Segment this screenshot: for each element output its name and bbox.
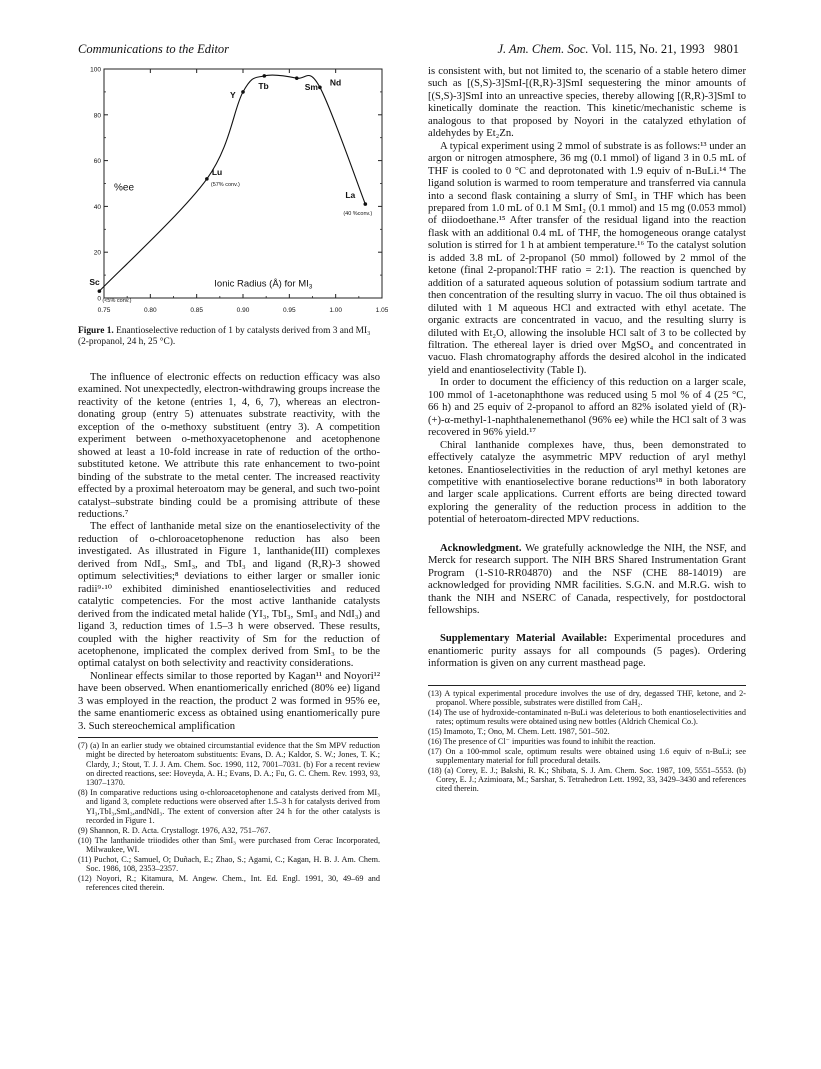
caption-text: Enantioselective reduction of 1 by catalysts derived from 3 and MI₃ (2-propanol, 24 h, 25 °C).: [78, 326, 371, 347]
journal-name: J. Am. Chem. Soc.: [497, 42, 589, 56]
right-column-body: [428, 66, 746, 794]
y-tick-label: 20: [93, 249, 101, 257]
supplementary-material: [428, 633, 746, 670]
y-tick-label: 60: [93, 158, 101, 166]
volume-info: Vol. 115, No. 21, 1993: [591, 42, 705, 56]
paragraph-nonlinear: Nonlinear effects similar to those reported by Kagan¹¹ and Noyori¹² have been observed. When enantiomerically enriched (80% ee) ligand 3 was employed in the reaction, the product 2 was formed in 95% ee, the same enantiomeric excess as obtained using enantiomerically pure 3. Such stereochemical amplification: [78, 670, 380, 732]
running-header-section: Communications to the Editor: [78, 42, 230, 56]
data-point-sc: [98, 289, 102, 293]
figure-caption: [78, 326, 380, 348]
point-label-nd: Nd: [329, 77, 342, 88]
running-header-citation: [497, 42, 739, 57]
x-axis-label-subscript: 3: [308, 283, 313, 291]
point-label-lu: Lu: [211, 166, 223, 177]
point-label-sc: Sc: [89, 277, 100, 288]
x-tick-label: 0.95: [283, 307, 296, 314]
y-tick-label: 0: [97, 295, 101, 303]
point-label-tb: Tb: [258, 80, 269, 91]
footnote-16: (16) The presence of Cl⁻ impurities was found to inhibit the reaction.: [428, 736, 656, 746]
footnote-14: (14) The use of hydroxide-contaminated n-BuLi was deleterious to both enantioselectivities and rates; optimum results were obtained using new bottles (Aldrich Chemical Co.).: [428, 707, 746, 727]
x-tick-label: 0.80: [144, 307, 157, 314]
right-footnotes: [428, 689, 746, 794]
point-label-sm: Sm: [304, 82, 318, 93]
footnote-18: (18) (a) Corey, E. J.; Bakshi, R. K.; Shibata, S. J. Am. Chem. Soc. 1987, 109, 5551–5553. (b) Corey, E. J.; Azimioara, M.; Sarshar, S. Tetrahedron Lett. 1992, 33, 3429–3430 and references cited therein.: [428, 765, 746, 794]
plot-frame: [104, 69, 382, 298]
x-axis-label: Ionic Radius (Å) for $MI_3$: [214, 278, 313, 291]
left-column-body: [78, 372, 380, 893]
footnote-rule: [78, 737, 378, 738]
data-point-y: [241, 90, 245, 94]
footnote-10: (10) The lanthanide triiodides other than SmI₃ were purchased from Cerac Incorporated, Milwaukee, WI.: [78, 835, 380, 854]
data-point-tb: [263, 74, 267, 78]
left-footnotes: [78, 741, 380, 892]
supplementary-text: Experimental procedures and enantiomeric purity assays for all compounds (5 pages). Ordering information is given on any current masthead page.: [428, 633, 746, 670]
footnote-7: (7) (a) In an earlier study we obtained circumstantial evidence that the Sm MPV reduction might be directed by heteroatom substituents: Evans, D. A.; Kaldor, S. W.; Jones, T. K.; Clardy, J.; Stout, T. J. J. Am. Chem. Soc. 1990, 112, 7001–7031. (b) For a recent review on directed reactions, see: Hoveyda, A. H.; Evans, D. A.; Fu, G. C. Chem. Rev. 1993, 93, 1307–1370.: [78, 741, 380, 788]
footnote-rule-right: [428, 685, 746, 686]
x-tick-label: 0.85: [190, 307, 203, 314]
paragraph-larger-scale: In order to document the efficiency of this reduction on a larger scale, 100 mmol of 1-acetonaphthone was reduced using 5 mol % of 4 (25 °C, 66 h) and 25 equiv of 2-propanol to afford an 82% isolated yield of (R)-(+)-α-methyl-1-naphthalenemethanol (96% ee) while the HCl salt of 3 was recovered in 96% yield.¹⁷: [428, 377, 746, 439]
point-label-la: La: [345, 190, 356, 201]
point-note-la: (40 %conv.): [343, 211, 373, 218]
x-tick-label: 1.00: [329, 307, 342, 314]
footnote-9: (9) Shannon, R. D. Acta. Crystallogr. 1976, A32, 751–767.: [78, 825, 271, 835]
point-label-y: Y: [230, 89, 236, 100]
x-tick-label: 0.75: [97, 307, 111, 314]
y-tick-label: 100: [90, 66, 101, 74]
footnote-11: (11) Puchot, C.; Samuel, O; Duñach, E.; Zhao, S.; Agami, C.; Kagan, H. B. J. Am. Chem. Soc. 1986, 108, 2353–2357.: [78, 854, 380, 873]
data-point-nd: [318, 86, 322, 90]
paragraph-conclusion: Chiral lanthanide complexes have, thus, been demonstrated to effectively catalyze the asymmetric MPV reduction of aryl methyl ketones. Enantioselectivities in the reduction of aryl methyl ketones are competitive with enantioselective borane reductions¹⁸ in both laboratory and larger scale applications. Current efforts are being directed toward exploring the generality of the reduction process in addition to the potential of heteroatom-directed MPV reductions.: [428, 439, 746, 526]
data-point-la: [364, 202, 368, 206]
data-point-sm: [295, 76, 299, 80]
point-note-lu: (57% conv.): [210, 181, 240, 188]
point-note-sc: (<5% conv.): [102, 298, 132, 305]
acknowledgment-text: We gratefully acknowledge the NIH, the NSF, and Merck for research support. The NIH BRS Shared Instrumentation Grant Program (1-S10-RR04870) and the NSF (CHE 88-14019) are acknowledged for providing NMR facilities. S.G.N. and M.R.G. wish to thank the NIH and NSERC of Canada, respectively, for postdoctoral fellowships.: [428, 542, 746, 617]
supplementary-heading: Supplementary Material Available:: [440, 633, 608, 645]
x-tick-label: 1.05: [375, 307, 388, 314]
paragraph-electronic-effects: The influence of electronic effects on reduction efficacy was also examined. Not unexpectedly, electron-withdrawing groups increase the reactivity of the ketone (entries 1, 4, 6, 7), whereas an electron-donating group (entry 5) attenuates substrate reactivity, with the exception of the o-methoxy substituent (entry 3). A competition experiment between o-methoxyacetophenone and acetophenone showed at least a 10-fold increase in rate of reduction of the ortho-substituted ketone. We attribute this rate enhancement to two-point binding of the substrate to the metal center. The increased reactivity effected by a proximal heteroatom may be general, and such two-point catalyst–substrate binding could be a promising attribute of these reductions.⁷: [78, 372, 380, 520]
footnote-13: (13) A typical experimental procedure involves the use of dry, degassed THF, ketone, and 2-propanol. Where possible, substrates were distilled from CaH₂.: [428, 688, 746, 708]
footnote-17: (17) On a 100-mmol scale, optimum results were obtained using 1.6 equiv of n-BuLi; see supplementary material for full procedural details.: [428, 746, 746, 765]
y-tick-label: 40: [93, 203, 101, 211]
data-point-lu: [205, 177, 209, 181]
paragraph-metal-size: The effect of lanthanide metal size on the enantioselectivity of the reduction of o-chloroacetophenone reduction has also been investigated. As illustrated in Figure 1, lanthanide(III) complexes derived from NdI₃, SmI₃, and TbI₃ and ligand (R,R)-3 showed optimum selectivities;⁸ deviations to either larger or smaller ionic radii⁹·¹⁰ exhibited diminished enantioselectivities and reduced catalytic competencies. For the most active lanthanide catalysts derived from the indicated metal halide (YI₃, TbI₃, SmI₃ and NdI₃) and ligand 3, reduction times of 1.5–3 h were observed. These results, coupled with the higher reactivity of Sm for the reduction of acetophenone, implicated the complex derived from SmI₃ to be the optimal catalyst on both selectivity and reactivity considerations.: [78, 521, 380, 670]
y-axis-label: %ee: [114, 182, 135, 194]
footnote-15: (15) Imamoto, T.; Ono, M. Chem. Lett. 1987, 501–502.: [428, 727, 610, 737]
caption-label: Figure 1.: [78, 326, 114, 336]
footnote-12: (12) Noyori, R.; Kitamura, M. Angew. Chem., Int. Ed. Engl. 1991, 30, 49–69 and references cited therein.: [78, 873, 380, 893]
x-tick-label: 0.90: [236, 307, 250, 314]
y-tick-label: 80: [93, 112, 101, 120]
acknowledgment-heading: Acknowledgment.: [440, 542, 522, 554]
footnote-8: (8) In comparative reductions using o-chloroacetophenone and catalysts derived from MI₃ and ligand 3, complete reductions were observed after 1.5–3 h for catalysts derived from YI₃,TbI₃,SmI₃,andNdI₃. The extent of conversion after 24 h for the other catalysts is recorded in Figure 1.: [78, 788, 380, 826]
figure-1-chart: [78, 60, 388, 322]
paragraph-hetero-dimer: is consistent with, but not limited to, the scenario of a stable hetero dimer such as [(S,S)-3]SmI-[(R,R)-3]SmI sequestering the minor amounts of [(S,S)-3]SmI into an unreactive species, thereby allowing [(R,R)-3]SmI to kinetically dominate the reaction. This kinetic/mechanistic scheme is analogous to that proposed by Noyori in the catalyzed ethylation of aldehydes by Et₂Zn.: [428, 66, 746, 140]
acknowledgment: [428, 543, 746, 618]
page-number: 9801: [714, 42, 739, 56]
paragraph-typical-experiment: A typical experiment using 2 mmol of substrate is as follows:¹³ under an argon or nitrogen atmosphere, 36 mg (0.1 mmol) of ligand 3 in 0.5 mL of THF is cooled to 0 °C and deprotonated with 1.9 equiv of n-BuLi.¹⁴ The ligand solution is warmed to room temperature and transferred via cannula into a second flask containing a slurry of SmI₃ in THF which has been prepared from 1.0 mL of 0.1 M SmI₂ (0.1 mmol) and 15 mg (0.053 mmol) of diiodoethane.¹⁵ After transfer of the residual ligand into the reaction flask with an additional 0.4 mL of THF, the homogeneous orange catalyst solution is stirred for 1 h at ambient temperature.¹⁶ To the catalyst solution is added 3.8 mL of 2-propanol (50 mmol) followed by 2 mmol of the ketone (final 2-propanol:THF ratio = 2:1). The reaction is quenched by addition of a saturated aqueous solution of potassium sodium tartrate and then concentration of the resulting slurry in vacuo. The oil thus obtained is diluted with 1 M aqueous HCl and extracted with ethyl acetate. The organic extracts are concentrated in vacuo, and the resulting slurry is diluted with Et₂O, allowing the insoluble HCl salt of 3 to be collected by filtration. The ethereal layer is dried over MgSO₄ and concentrated in vacuo. Flash chromatography affords the desired alcohol in the indicated yield and enantioselectivity (Table I).: [428, 140, 746, 376]
